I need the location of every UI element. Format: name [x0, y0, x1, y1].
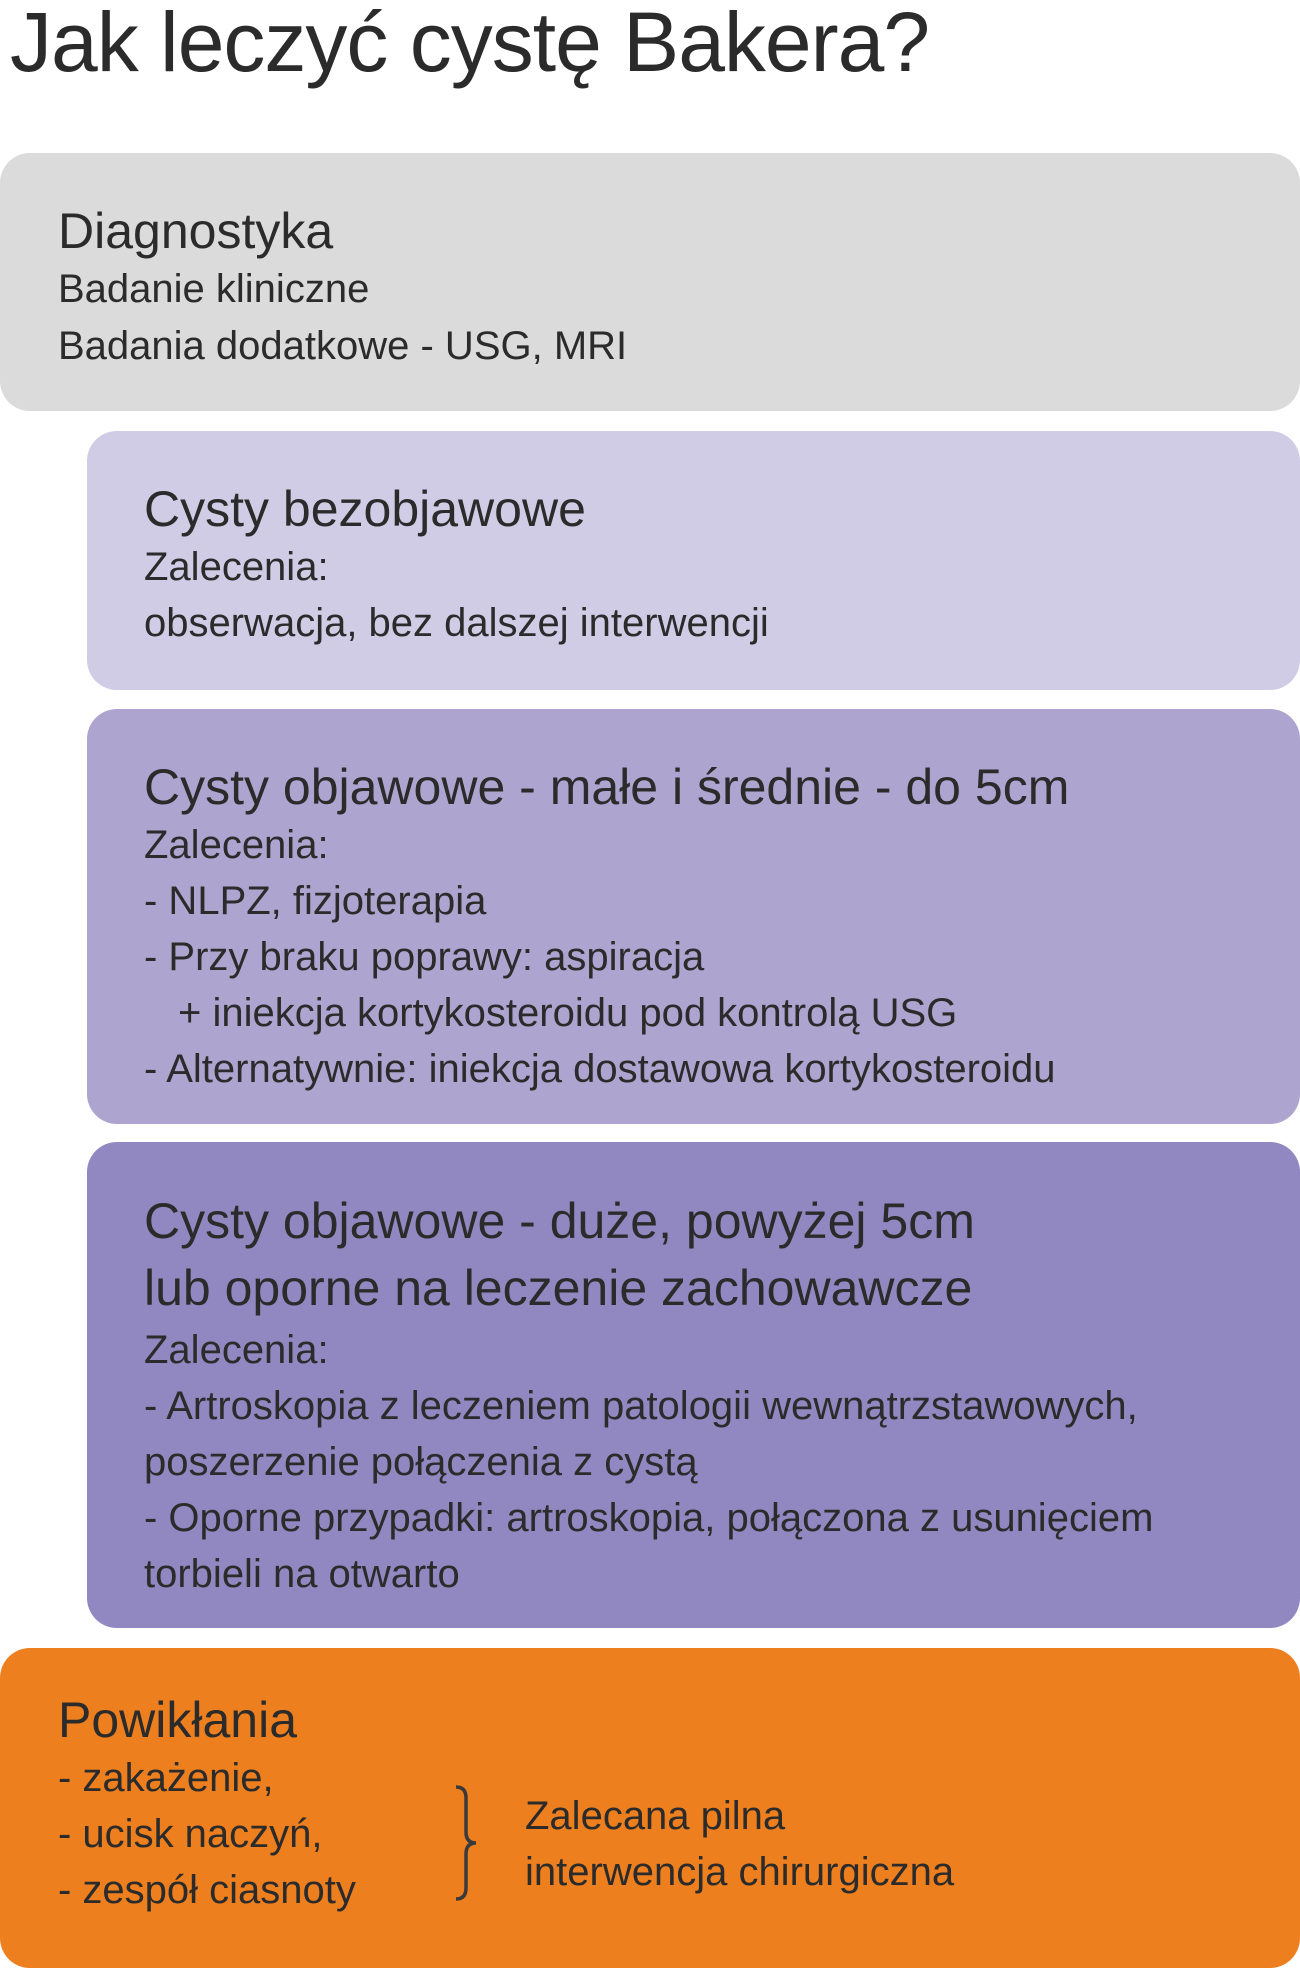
urgent-recommendation [525, 1788, 954, 1900]
recommendation-line: torbieli na otwarto [144, 1552, 460, 1596]
small-medium-cysts-box [87, 709, 1300, 1124]
recommendation-line: - Przy braku poprawy: aspiracja [144, 935, 705, 979]
complication-item: - zakażenie, [58, 1756, 274, 1800]
complication-item: - zespół ciasnoty [58, 1868, 356, 1912]
complications-heading: Powikłania [58, 1692, 298, 1748]
asymptomatic-box [87, 431, 1300, 690]
recommendation-line: poszerzenie połączenia z cystą [144, 1440, 698, 1484]
diagnostics-box [0, 153, 1300, 411]
recommendation-line: - Artroskopia z leczeniem patologii wewnątrzstawowych, [144, 1384, 1138, 1428]
recommendation-line: - Oporne przypadki: artroskopia, połączona z usunięciem [144, 1496, 1154, 1540]
complication-item: - ucisk naczyń, [58, 1812, 323, 1856]
diagnostics-heading: Diagnostyka [58, 203, 334, 259]
recommendation-line: - NLPZ, fizjoterapia [144, 879, 487, 923]
recommendations-label: Zalecenia: [144, 545, 329, 589]
recommendation-line: - Alternatywnie: iniekcja dostawowa kortykosteroidu [144, 1047, 1056, 1091]
diagnostics-line: Badanie kliniczne [58, 267, 370, 311]
recommendations-label: Zalecenia: [144, 823, 329, 867]
large-heading: Cysty objawowe - duże, powyżej 5cm [144, 1193, 975, 1249]
large-heading: lub oporne na leczenie zachowawcze [144, 1260, 973, 1316]
large-cysts-box [87, 1142, 1300, 1628]
complications-box [0, 1648, 1300, 1968]
recommendation-line: interwencja chirurgiczna [525, 1850, 955, 1894]
small-medium-heading: Cysty objawowe - małe i średnie - do 5cm [144, 759, 1070, 815]
asymptomatic-heading: Cysty bezobjawowe [144, 481, 586, 537]
curly-brace-icon [452, 1784, 482, 1902]
recommendation-line: Zalecana pilna [525, 1794, 786, 1838]
recommendations-label: Zalecenia: [144, 1328, 329, 1372]
page-title: Jak leczyć cystę Bakera? [10, 0, 930, 89]
diagnostics-line: Badania dodatkowe - USG, MRI [58, 324, 628, 368]
recommendation-line: obserwacja, bez dalszej interwencji [144, 601, 769, 645]
recommendation-line: + iniekcja kortykosteroidu pod kontrolą USG [178, 991, 958, 1035]
